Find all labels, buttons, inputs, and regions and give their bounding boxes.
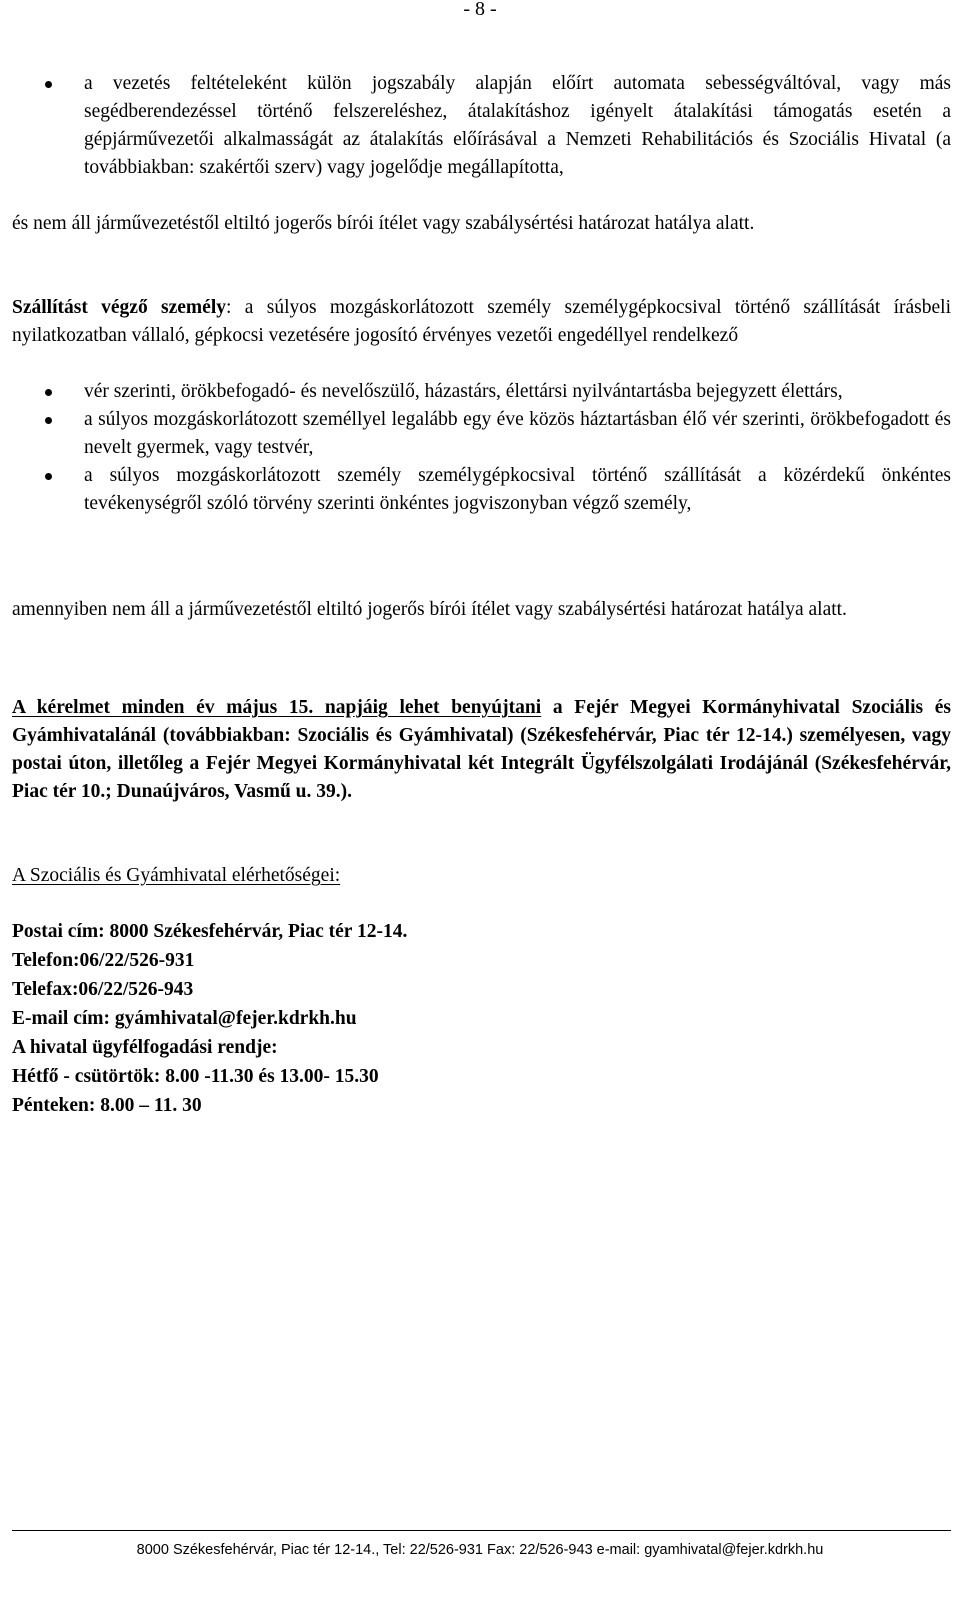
contacts-heading: A Szociális és Gyámhivatal elérhetőségei: [12, 865, 341, 886]
deadline-paragraph [12, 694, 951, 806]
deadline-rest: a Fejér Megyei Kormányhivatal Szociális és Gyámhivatalánál (továbbiakban: Szociális és Gyámhivatal) (Székesfehérvár, Piac tér 12-14.) személyesen, vagy postai úton, illetőleg a Fejér Megyei Kormányhivatal két Integrált Ügyfélszolgálati Irodájánál (Székesfehérvár, Piac tér 10.; Dunaújváros, Vasmű u. 39.). [12, 697, 952, 802]
list-item-text: vér szerinti, örökbefogadó- és nevelőszülő, házastárs, élettársi nyilvántartásba bejegyzett élettárs, [84, 381, 843, 402]
transporter-bullet-list [12, 378, 951, 518]
contacts-block [12, 917, 951, 1120]
bullet-icon [45, 81, 52, 88]
transporter-term: Szállítást végző személy [12, 297, 227, 318]
fax-number: Telefax:06/22/526-943 [12, 979, 194, 1000]
postal-address: Postai cím: 8000 Székesfehérvár, Piac tér 12-14. [12, 921, 408, 942]
footer-divider [12, 1530, 951, 1531]
office-hours-weekdays: Hétfő - csütörtök: 8.00 -11.30 és 13.00- 15.30 [12, 1066, 379, 1087]
transporter-definition [12, 294, 951, 350]
deadline-underlined: A kérelmet minden év május 15. napjáig lehet benyújtani [12, 697, 542, 718]
eligibility-bullet-list [12, 70, 951, 182]
eligibility-closing-text: és nem áll járművezetéstől eltiltó jogerős bírói ítélet vagy szabálysértési határozat hatálya alatt. [12, 213, 755, 234]
office-hours-friday: Pénteken: 8.00 – 11. 30 [12, 1095, 202, 1116]
transporter-definition-text: : a súlyos mozgáskorlátozott személy személygépkocsival történő szállítását írásbeli nyilatkozatban vállaló, gépkocsi vezetésére jogosító érvényes vezetői engedéllyel rendelkező [12, 297, 951, 346]
email-address: E-mail cím: gyámhivatal@fejer.kdrkh.hu [12, 1008, 357, 1029]
office-hours-title: A hivatal ügyfélfogadási rendje: [12, 1037, 278, 1058]
transporter-closing-text: amennyiben nem áll a járművezetéstől eltiltó jogerős bírói ítélet vagy szabálysértési határozat hatálya alatt. [12, 599, 847, 620]
list-item [12, 462, 951, 518]
bullet-icon [45, 473, 52, 480]
list-item-text: a súlyos mozgáskorlátozott személy személygépkocsival történő szállítását a közérdekű önkéntes tevékenységről szóló törvény szerinti önkéntes jogviszonyban végző személy, [84, 465, 951, 514]
bullet-icon [45, 417, 52, 424]
list-item [12, 70, 951, 182]
phone-number: Telefon:06/22/526-931 [12, 950, 195, 971]
bullet-icon [45, 389, 52, 396]
list-item [12, 406, 951, 462]
page-number: - 8 - [463, 0, 497, 20]
list-item-text: a súlyos mozgáskorlátozott személlyel legalább egy éve közös háztartásban élő vér szerinti, örökbefogadott és nevelt gyermek, vagy testvér, [84, 409, 951, 458]
list-item-text: a vezetés feltételeként külön jogszabály alapján előírt automata sebességváltóval, vagy más segédberendezéssel történő felszereléshez, átalakításhoz igényelt átalakítási támogatás esetén a gépjárművezetői alkalmasságát az átalakítás előírásával a Nemzeti Rehabilitációs és Szociális Hivatal (a továbbiakban: szakértői szerv) vagy jogelődje megállapította, [84, 73, 951, 178]
list-item [12, 378, 951, 406]
page-footer: 8000 Székesfehérvár, Piac tér 12-14., Tel: 22/526-931 Fax: 22/526-943 e-mail: gyamhivatal@fejer.kdrkh.hu [136, 1542, 824, 1558]
